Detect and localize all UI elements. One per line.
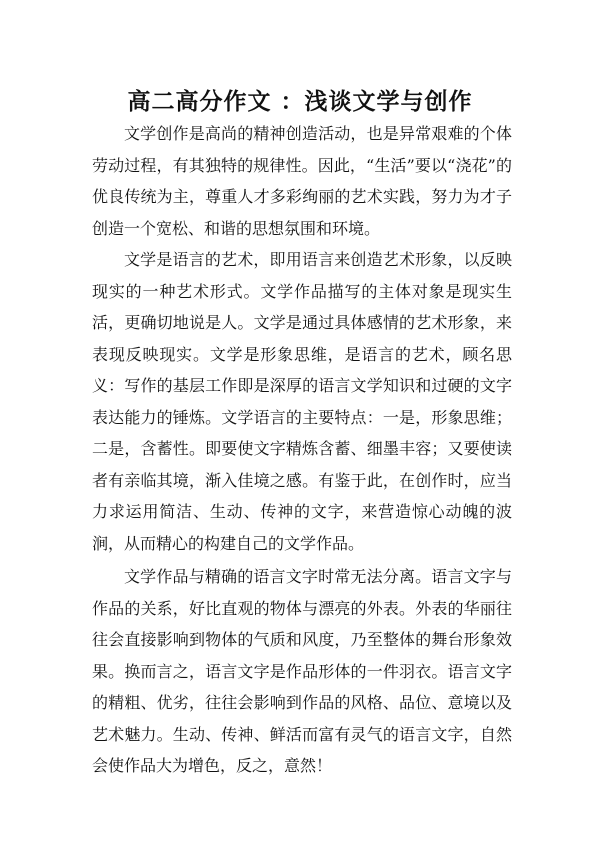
paragraph-2: 文学是语言的艺术，即用语言来创造艺术形象，以反映现实的一种艺术形式。文学作品描写的主体对象是现实生活，更确切地说是人。文学是通过具体感情的艺术形象，来表现反映现实。文学是形象思维，是语言的艺术，顾名思义：写作的基层工作即是深厚的语言文学知识和过硬的文字表达能力的锤炼。文学语言的主要特点：一是，形象思维；二是，含蓄性。即要使文字精炼含蓄、细墨丰容；又要使读者有亲临其境，渐入佳境之感。有鉴于此，在创作时，应当力求运用简洁、生动、传神的文字，来营造惊心动魄的波涧，从而精心的构建自己的文学作品。 bbox=[92, 250, 512, 553]
document-title: 高二高分作文 ：浅谈文学与创作 bbox=[127, 89, 473, 116]
paragraph-1: 文学创作是高尚的精神创造活动，也是异常艰难的个体劳动过程，有其独特的规律性。因此，“生活”要以“浇花”的优良传统为主，尊重人才多彩绚丽的艺术实践，努力为才子创造一个宽松、和谐的思想氛围和环境。 bbox=[92, 124, 512, 238]
paragraph-3: 文学作品与精确的语言文字时常无法分离。语言文字与作品的关系，好比直观的物体与漂亮的外表。外表的华丽往往会直接影响到物体的气质和风度，乃至整体的舞台形象效果。换而言之，语言文字是作品形体的一件羽衣。语言文字的精粗、优劣，往往会影响到作品的风格、品位、意境以及艺术魅力。生动、传神、鲜活而富有灵气的语言文字，自然会使作品大为增色，反之，意然！ bbox=[92, 567, 512, 775]
